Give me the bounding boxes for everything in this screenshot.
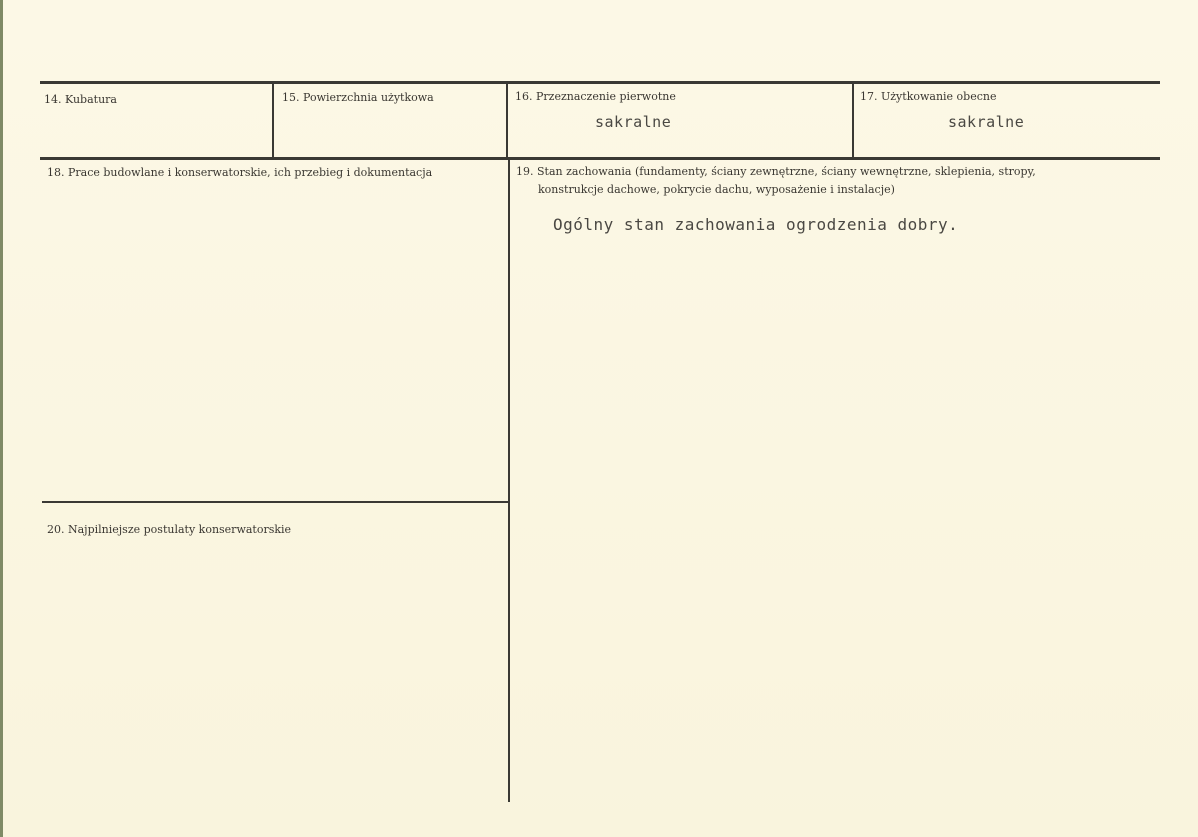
field-15-label: 15. Powierzchnia użytkowa bbox=[282, 91, 434, 104]
field-17-value: sakralne bbox=[948, 113, 1025, 131]
field-17-label: 17. Użytkowanie obecne bbox=[860, 90, 997, 103]
field-16-value: sakralne bbox=[595, 113, 672, 131]
field-16-label: 16. Przeznaczenie pierwotne bbox=[515, 90, 676, 103]
field-20-label: 20. Najpilniejsze postulaty konserwatorskie bbox=[47, 523, 292, 536]
middle-rule bbox=[40, 157, 1160, 160]
divider-14-15 bbox=[272, 84, 274, 157]
section-18-20-divider bbox=[42, 501, 508, 503]
divider-15-16 bbox=[506, 84, 508, 157]
field-19-label-line2: konstrukcje dachowe, pokrycie dachu, wyposażenie i instalacje) bbox=[538, 183, 895, 196]
field-19-label-line1: 19. Stan zachowania (fundamenty, ściany zewnętrzne, ściany wewnętrzne, sklepienia, stropy, bbox=[516, 165, 1036, 178]
top-rule bbox=[40, 81, 1160, 84]
divider-16-17 bbox=[852, 84, 854, 157]
field-18-label: 18. Prace budowlane i konserwatorskie, ich przebieg i dokumentacja bbox=[47, 166, 433, 179]
divider-left-right-column bbox=[508, 160, 510, 802]
field-14-label: 14. Kubatura bbox=[44, 93, 117, 106]
field-19-value: Ogólny stan zachowania ogrodzenia dobry. bbox=[553, 215, 959, 234]
card-left-edge bbox=[0, 0, 3, 837]
